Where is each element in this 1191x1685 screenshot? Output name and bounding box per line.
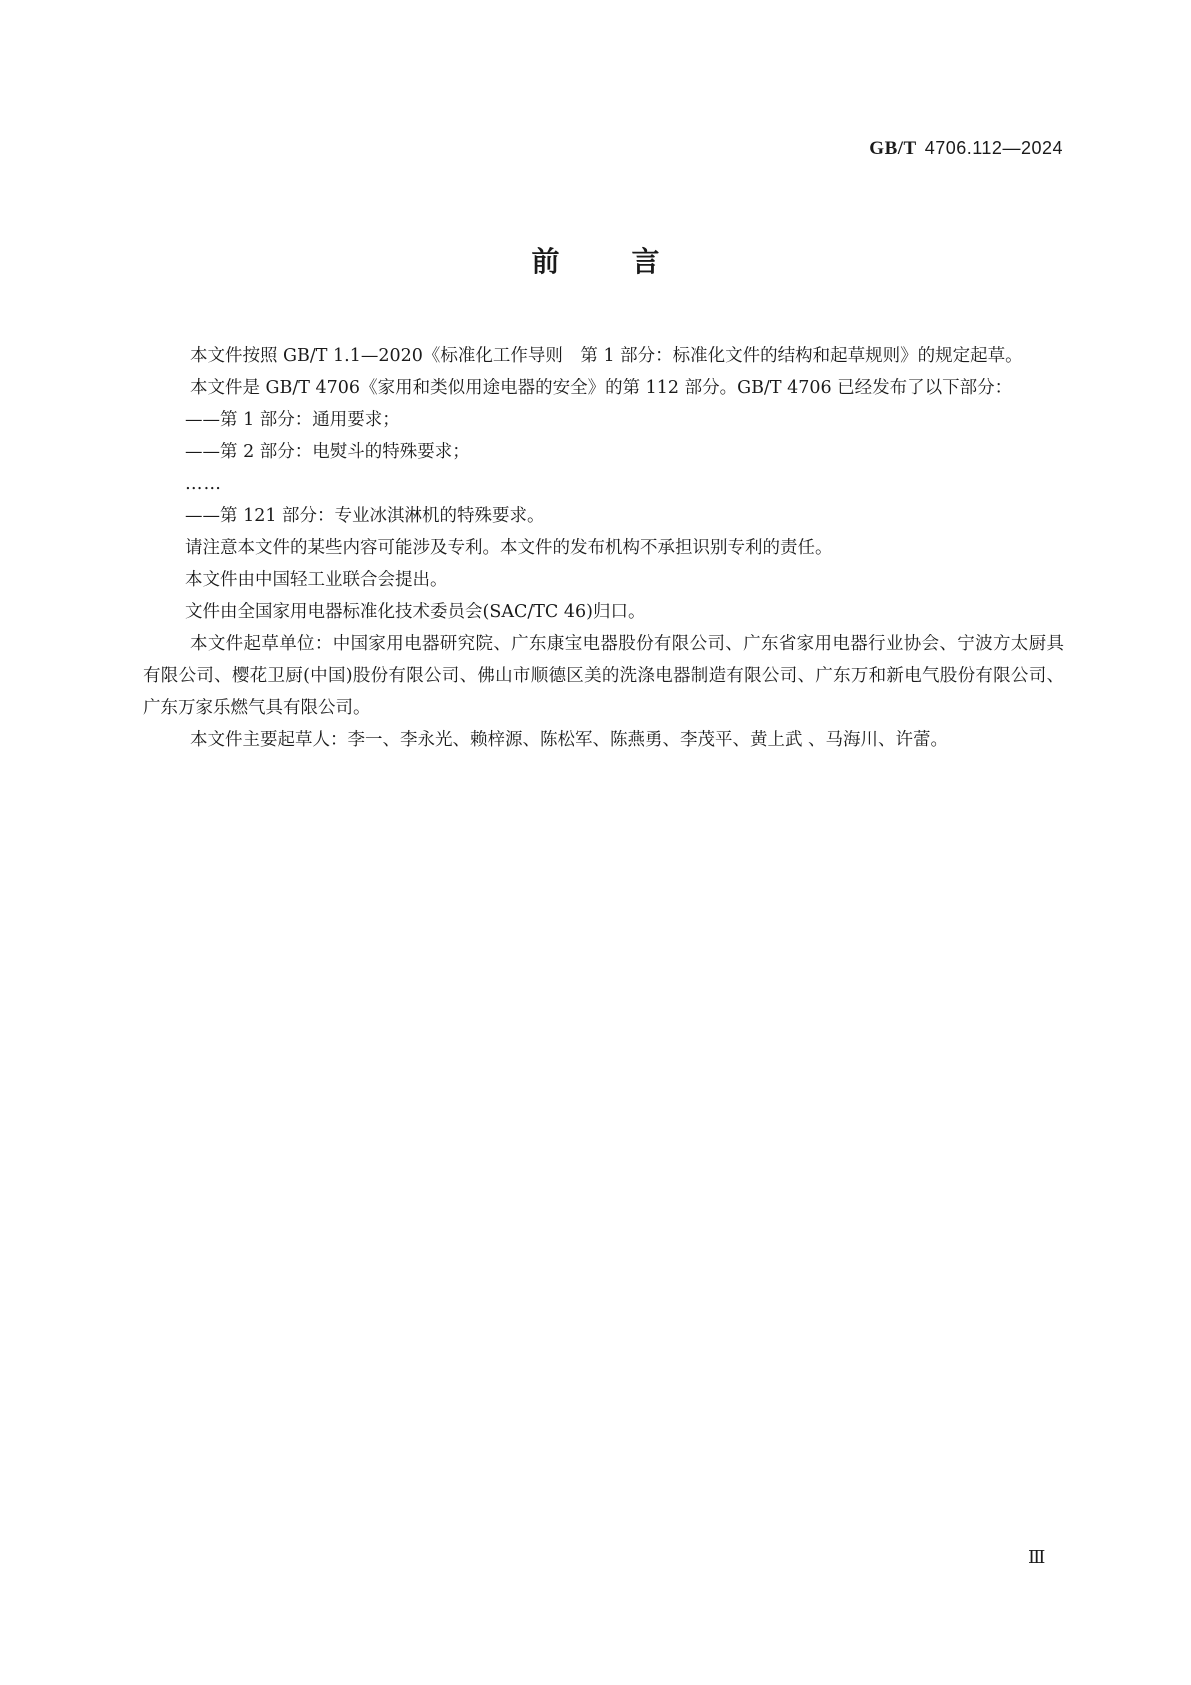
- title-char-2: 言: [631, 245, 660, 278]
- paragraph-proposer: 本文件由中国轻工业联合会提出。: [185, 570, 448, 590]
- paragraph-patent-notice: 请注意本文件的某些内容可能涉及专利。本文件的发布机构不承担识别专利的责任。: [185, 538, 833, 558]
- list-item: ——第 2 部分：电熨斗的特殊要求；: [185, 442, 470, 462]
- standard-code-header: [869, 138, 1063, 160]
- paragraph-series-info: 本文件是 GB/T 4706《家用和类似用途电器的安全》的第 112 部分。GB/T 4706 已经发布了以下部分：: [190, 378, 1013, 398]
- standard-prefix: GB/T: [869, 138, 917, 159]
- page-title: [0, 240, 1191, 280]
- paragraph-committee: 文件由全国家用电器标准化技术委员会(SAC/TC 46)归口。: [185, 602, 646, 622]
- paragraph-drafters: 本文件主要起草人：李一、李永光、赖梓源、陈松军、陈燕勇、李茂平、黄上武 、马海川、许蕾。: [190, 730, 949, 750]
- title-char-1: 前: [531, 245, 560, 278]
- standard-number: 4706.112—2024: [924, 138, 1063, 158]
- paragraph-drafting-rules: 本文件按照 GB/T 1.1—2020《标准化工作导则 第 1 部分：标准化文件的结构和起草规则》的规定起草。: [190, 346, 1023, 366]
- list-item: ——第 121 部分：专业冰淇淋机的特殊要求。: [185, 506, 545, 526]
- list-item: ——第 1 部分：通用要求；: [185, 410, 400, 430]
- paragraph-drafting-units: 本文件起草单位：中国家用电器研究院、广东康宝电器股份有限公司、广东省家用电器行业协会、宁波方太厨具有限公司、樱花卫厨(中国)股份有限公司、佛山市顺德区美的洗涤电器制造有限公司、广东万和新电气股份有限公司、广东万家乐燃气具有限公司。: [143, 634, 1064, 718]
- list-ellipsis: ……: [185, 474, 222, 494]
- page-number: Ⅲ: [1028, 1547, 1046, 1568]
- foreword-body: [143, 340, 1064, 756]
